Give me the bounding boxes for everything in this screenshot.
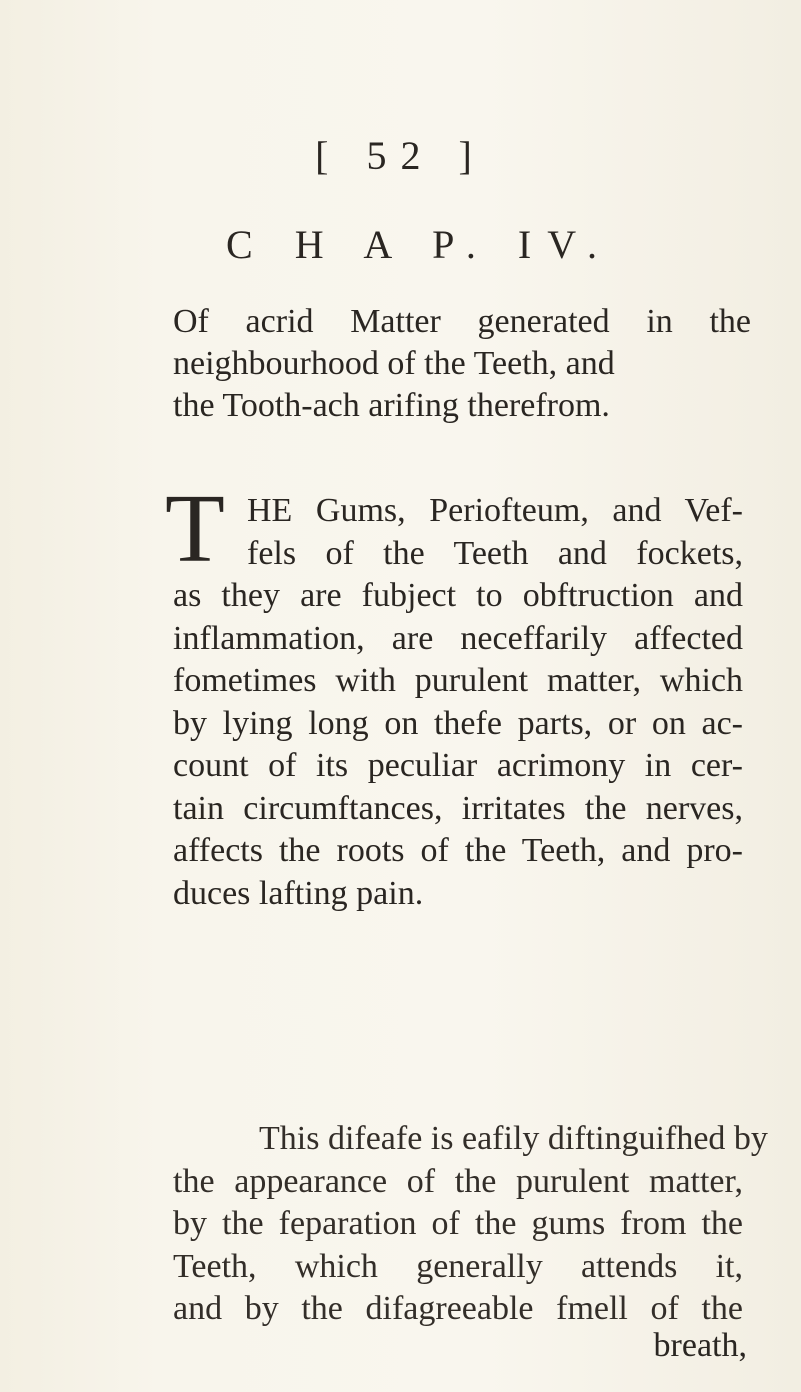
- chapter-heading: C H A P. IV.: [226, 222, 613, 267]
- text-line: Teeth, which generally attends it,: [173, 1247, 743, 1285]
- text-line: as they are fubject to obftruction and: [173, 577, 743, 614]
- subtitle-line: neighbourhood of the Teeth, and: [173, 345, 615, 382]
- text-line: and by the difagreeable fmell of the: [173, 1290, 743, 1327]
- page-number: [ 52 ]: [315, 133, 486, 178]
- text-line: the appearance of the purulent matter,: [173, 1162, 743, 1200]
- text-line: tain circumftances, irritates the nerves,: [173, 789, 743, 827]
- chapter-subtitle: [173, 301, 751, 427]
- text-line: affects the roots of the Teeth, and pro-: [173, 832, 743, 869]
- drop-cap: T: [165, 475, 225, 583]
- paragraph-2: [173, 1118, 768, 1331]
- paragraph-1: [173, 490, 743, 915]
- text-line: fometimes with purulent matter, which: [173, 662, 743, 699]
- text-line: by the feparation of the gums from the: [173, 1205, 743, 1242]
- text-line: inflammation, are neceffarily affected: [173, 619, 743, 657]
- subtitle-line: the Tooth-ach arifing therefrom.: [173, 387, 610, 424]
- text-line: This difeafe is eafily diftinguifhed by: [259, 1120, 768, 1157]
- text-line: count of its peculiar acrimony in cer-: [173, 747, 743, 784]
- text-line: duces lafting pain.: [173, 874, 424, 912]
- text-line: fels of the Teeth and fockets,: [247, 534, 743, 572]
- subtitle-line: Of acrid Matter generated in the: [173, 303, 751, 340]
- catchword: breath,: [653, 1327, 747, 1364]
- text-line: by lying long on thefe parts, or on ac-: [173, 704, 743, 742]
- text-line: HE Gums, Periofteum, and Vef-: [247, 492, 743, 529]
